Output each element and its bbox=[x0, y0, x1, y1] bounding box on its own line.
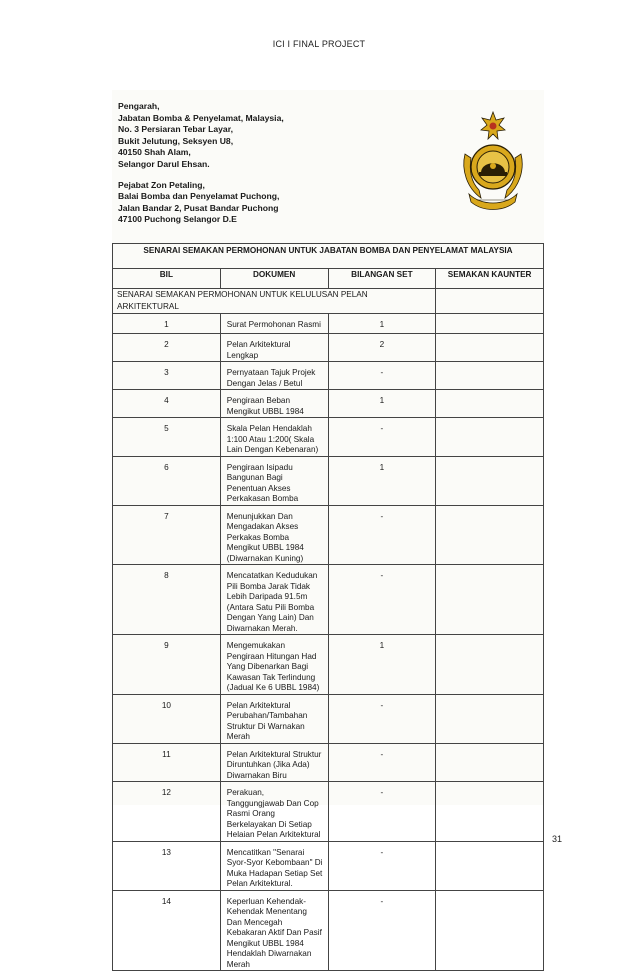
row-set-count: 2 bbox=[328, 334, 436, 362]
row-set-count: - bbox=[328, 565, 436, 635]
row-number: 1 bbox=[113, 314, 221, 334]
address-line: Bukit Jelutung, Seksyen U8, bbox=[118, 135, 234, 146]
column-header-bilangan-set: BILANGAN SET bbox=[328, 269, 436, 289]
row-document: Pelan Arkitektural Perubahan/Tambahan Struktur Di Warnakan Merah bbox=[220, 694, 328, 743]
address-line: Selangor Darul Ehsan. bbox=[118, 158, 210, 169]
address-line: 40150 Shah Alam, bbox=[118, 147, 191, 158]
row-set-count: 1 bbox=[328, 314, 436, 334]
row-set-count: 1 bbox=[328, 390, 436, 418]
row-set-count: - bbox=[328, 841, 436, 890]
table-row bbox=[113, 743, 544, 782]
address-line: Balai Bomba dan Penyelamat Puchong, bbox=[118, 191, 280, 202]
row-document: Skala Pelan Hendaklah 1:100 Atau 1:200( Skala Lain Dengan Kebenaran) bbox=[220, 418, 328, 457]
row-set-count: - bbox=[328, 362, 436, 390]
row-document: Pengiraan Isipadu Bangunan Bagi Penentuan Akses Perkakasan Bomba bbox=[220, 456, 328, 505]
table-row bbox=[113, 890, 544, 971]
table-row bbox=[113, 456, 544, 505]
row-counter-check bbox=[436, 694, 544, 743]
row-number: 4 bbox=[113, 390, 221, 418]
page-header-title: ICI I FINAL PROJECT bbox=[272, 39, 366, 49]
table-title: SENARAI SEMAKAN PERMOHONAN UNTUK JABATAN BOMBA DAN PENYELAMAT MALAYSIA bbox=[113, 244, 544, 269]
row-counter-check bbox=[436, 418, 544, 457]
table-row bbox=[113, 694, 544, 743]
row-number: 10 bbox=[113, 694, 221, 743]
section-title: SENARAI SEMAKAN PERMOHONAN UNTUK KELULUSAN PELAN ARKITEKTURAL bbox=[113, 289, 436, 314]
row-number: 7 bbox=[113, 505, 221, 565]
table-row bbox=[113, 418, 544, 457]
row-set-count: - bbox=[328, 694, 436, 743]
row-counter-check bbox=[436, 362, 544, 390]
table-title-row bbox=[113, 244, 544, 269]
address-block bbox=[118, 101, 284, 226]
row-document: Mencatatkan Kedudukan Pili Bomba Jarak Tidak Lebih Daripada 91.5m (Antara Satu Pili Bomba Dengan Yang Lain) Dan Diwarnakan Merah. bbox=[220, 565, 328, 635]
row-counter-check bbox=[436, 890, 544, 971]
address-line: Jabatan Bomba & Penyelamat, Malaysia, bbox=[118, 112, 284, 123]
row-set-count: 1 bbox=[328, 456, 436, 505]
row-counter-check bbox=[436, 505, 544, 565]
table-row bbox=[113, 505, 544, 565]
section-empty-cell bbox=[436, 289, 544, 314]
row-counter-check bbox=[436, 334, 544, 362]
column-header-bil: BIL bbox=[113, 269, 221, 289]
row-set-count: - bbox=[328, 743, 436, 782]
row-document: Keperluan Kehendak-Kehendak Menentang Dan Mencegah Kebakaran Aktif Dan Pasif Mengikut UBBL 1984 Hendaklah Diwarnakan Merah bbox=[220, 890, 328, 971]
row-counter-check bbox=[436, 841, 544, 890]
row-counter-check bbox=[436, 456, 544, 505]
table-row bbox=[113, 565, 544, 635]
table-row bbox=[113, 635, 544, 695]
address-line: 47100 Puchong Selangor D.E bbox=[118, 214, 237, 225]
fire-department-crest-logo bbox=[457, 110, 529, 214]
row-number: 3 bbox=[113, 362, 221, 390]
table-row bbox=[113, 782, 544, 842]
address-line: Pengarah, bbox=[118, 101, 160, 111]
address-line: No. 3 Persiaran Tebar Layar, bbox=[118, 124, 233, 135]
row-counter-check bbox=[436, 314, 544, 334]
row-number: 2 bbox=[113, 334, 221, 362]
checklist-table bbox=[112, 243, 544, 971]
row-document: Mengemukakan Pengiraan Hitungan Had Yang Dibenarkan Bagi Kawasan Tak Terlindung (Jadual Ke 6 UBBL 1984) bbox=[220, 635, 328, 695]
column-header-semakan-kaunter: SEMAKAN KAUNTER bbox=[436, 269, 544, 289]
section-row bbox=[113, 289, 544, 314]
row-number: 13 bbox=[113, 841, 221, 890]
row-number: 11 bbox=[113, 743, 221, 782]
row-counter-check bbox=[436, 743, 544, 782]
table-header-row bbox=[113, 269, 544, 289]
row-document: Pengiraan Beban Mengikut UBBL 1984 bbox=[220, 390, 328, 418]
row-number: 9 bbox=[113, 635, 221, 695]
row-set-count: - bbox=[328, 418, 436, 457]
address-zone-office bbox=[118, 180, 284, 226]
row-number: 8 bbox=[113, 565, 221, 635]
row-set-count: - bbox=[328, 505, 436, 565]
row-document: Pernyataan Tajuk Projek Dengan Jelas / Betul bbox=[220, 362, 328, 390]
address-line: Jalan Bandar 2, Pusat Bandar Puchong bbox=[118, 202, 279, 213]
table-row bbox=[113, 390, 544, 418]
row-number: 6 bbox=[113, 456, 221, 505]
row-counter-check bbox=[436, 565, 544, 635]
table-row bbox=[113, 362, 544, 390]
row-number: 12 bbox=[113, 782, 221, 842]
row-counter-check bbox=[436, 782, 544, 842]
row-number: 14 bbox=[113, 890, 221, 971]
row-number: 5 bbox=[113, 418, 221, 457]
scanned-form bbox=[112, 90, 544, 969]
row-document: Menunjukkan Dan Mengadakan Akses Perkakas Bomba Mengikut UBBL 1984 (Diwarnakan Kuning) bbox=[220, 505, 328, 565]
row-document: Pelan Arkitektural Struktur Diruntuhkan (Jika Ada) Diwarnakan Biru bbox=[220, 743, 328, 782]
page-number: 31 bbox=[552, 834, 563, 844]
row-document: Mencatitkan "Senarai Syor-Syor Kebombaan" Di Muka Hadapan Setiap Set Pelan Arkitektural. bbox=[220, 841, 328, 890]
row-set-count: 1 bbox=[328, 635, 436, 695]
address-line: Pejabat Zon Petaling, bbox=[118, 179, 205, 190]
row-counter-check bbox=[436, 635, 544, 695]
row-set-count: - bbox=[328, 782, 436, 842]
row-document: Pelan Arkitektural Lengkap bbox=[220, 334, 328, 362]
address-director bbox=[118, 101, 284, 171]
row-set-count: - bbox=[328, 890, 436, 971]
table-row bbox=[113, 314, 544, 334]
table-row bbox=[113, 841, 544, 890]
table-row bbox=[113, 334, 544, 362]
row-document: Surat Permohonan Rasmi bbox=[220, 314, 328, 334]
row-document: Perakuan, Tanggungjawab Dan Cop Rasmi Orang Berkelayakan Di Setiap Helaian Pelan Arkitektural bbox=[220, 782, 328, 842]
row-counter-check bbox=[436, 390, 544, 418]
column-header-dokumen: DOKUMEN bbox=[220, 269, 328, 289]
